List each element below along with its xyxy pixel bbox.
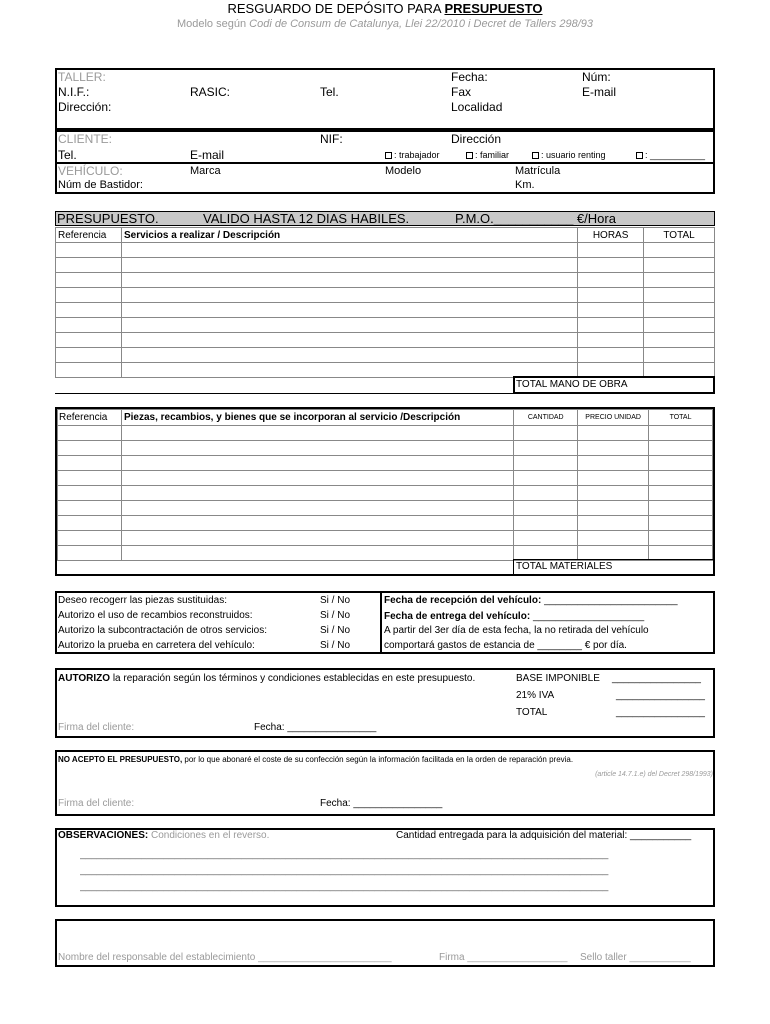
base-imponible-field[interactable]: ________________: [612, 673, 701, 684]
services-col-total: TOTAL: [644, 228, 715, 243]
checkbox-renting[interactable]: [532, 152, 539, 159]
piezas-table: [57, 409, 713, 561]
piezas-col-precio: PRECIO UNIDAD: [578, 410, 649, 426]
table-row[interactable]: [56, 258, 715, 273]
table-row[interactable]: [58, 516, 713, 531]
taller-heading: TALLER:: [58, 70, 106, 84]
vehiculo-heading: VEHÍCULO:: [58, 164, 123, 178]
piezas-header-row: [58, 410, 713, 426]
fecha-entrega-field[interactable]: ____________________: [532, 611, 645, 622]
table-row[interactable]: [58, 456, 713, 471]
title-emphasis: PRESUPUESTO: [444, 1, 543, 16]
services-bottom-line: [55, 393, 515, 394]
fecha-recepcion-row: [384, 595, 678, 606]
table-row[interactable]: [58, 441, 713, 456]
opcion-recoger-si-no[interactable]: Si / No: [320, 595, 351, 606]
cliente-email-label: E-mail: [190, 148, 225, 162]
option-trabajador-label: : trabajador: [394, 150, 440, 160]
iva-field[interactable]: ________________: [616, 690, 705, 701]
vehiculo-km-label: Km.: [515, 179, 535, 191]
fecha-entrega-label: Fecha de entrega del vehículo:: [384, 611, 531, 622]
opcion-subcontratacion-si-no[interactable]: Si / No: [320, 625, 351, 636]
vehiculo-bastidor-label: Núm de Bastidor:: [58, 179, 143, 191]
vehiculo-matricula-label: Matrícula: [515, 165, 561, 177]
total-mano-obra-label: TOTAL MANO DE OBRA: [516, 379, 628, 390]
cliente-tel-label: Tel.: [58, 148, 77, 162]
option-familiar-label: : familiar: [475, 150, 510, 160]
table-row[interactable]: [56, 333, 715, 348]
table-row[interactable]: [56, 348, 715, 363]
opcion-recoger-label: Deseo recogerr las piezas sustituidas:: [58, 595, 227, 606]
total-materiales-top-line: [513, 559, 715, 560]
no-acepto-firma-label: Firma del cliente:: [58, 798, 135, 809]
taller-box: [55, 68, 715, 130]
responsable-field[interactable]: Nombre del responsable del establecimiento ________________________: [58, 952, 392, 963]
base-imponible-label: BASE IMPONIBLE: [516, 673, 600, 684]
taller-fecha-label: Fecha:: [451, 70, 488, 84]
table-row[interactable]: [56, 273, 715, 288]
taller-fax-label: Fax: [451, 85, 472, 99]
option-renting-label: : usuario renting: [541, 150, 606, 160]
sello-field[interactable]: Sello taller ___________: [580, 952, 691, 963]
services-table: [55, 227, 715, 378]
opcion-reconstruidos-label: Autorizo el uso de recambios reconstruidos:: [58, 610, 253, 621]
opciones-divider: [380, 591, 382, 654]
presupuesto-title: PRESUPUESTO.: [57, 211, 159, 226]
subtitle-legal-reference: Codi de Consum de Catalunya, Llei 22/2010 i Decret de Tallers 298/93: [249, 18, 594, 30]
total-field[interactable]: ________________: [616, 707, 705, 718]
table-row[interactable]: [58, 486, 713, 501]
option-other[interactable]: [636, 150, 705, 160]
taller-email-label: E-mail: [582, 85, 617, 99]
observaciones-line-3[interactable]: _______________________________________________________________________________________________: [80, 881, 609, 892]
piezas-col-total: TOTAL: [649, 410, 713, 426]
option-renting[interactable]: [532, 150, 606, 160]
table-row[interactable]: [58, 471, 713, 486]
checkbox-familiar[interactable]: [466, 152, 473, 159]
table-row[interactable]: [56, 318, 715, 333]
total-materiales-label: TOTAL MATERIALES: [516, 561, 613, 572]
page-title: [0, 1, 770, 16]
autorizo-text: la reparación según los términos y condiciones establecidas en este presupuesto.: [110, 673, 476, 684]
vehiculo-marca-label: Marca: [190, 165, 221, 177]
taller-num-label: Núm:: [582, 70, 611, 84]
autorizo-fecha-field[interactable]: Fecha: ________________: [254, 722, 377, 733]
option-familiar[interactable]: [466, 150, 509, 160]
cliente-nif-label: NIF:: [320, 132, 343, 146]
services-header-row: [56, 228, 715, 243]
cliente-direccion-label: Dirección: [451, 132, 502, 146]
taller-direccion-label: Dirección:: [58, 100, 112, 114]
table-row[interactable]: [56, 243, 715, 258]
checkbox-other[interactable]: [636, 152, 643, 159]
opcion-reconstruidos-si-no[interactable]: Si / No: [320, 610, 351, 621]
fecha-recepcion-field[interactable]: ________________________: [544, 595, 678, 606]
option-trabajador[interactable]: [385, 150, 440, 160]
checkbox-trabajador[interactable]: [385, 152, 392, 159]
taller-rasic-label: RASIC:: [190, 85, 231, 99]
taller-nif-label: N.I.F.:: [58, 85, 90, 99]
table-row[interactable]: [58, 531, 713, 546]
autorizo-firma-label: Firma del cliente:: [58, 722, 135, 733]
table-row[interactable]: [56, 303, 715, 318]
observaciones-note: Condiciones en el reverso.: [148, 830, 270, 841]
piezas-col-ref: Referencia: [58, 410, 122, 426]
autorizo-statement: [58, 673, 475, 684]
autorizo-keyword: AUTORIZO: [58, 673, 111, 684]
table-row[interactable]: [58, 501, 713, 516]
total-label: TOTAL: [516, 707, 548, 718]
no-acepto-text: por lo que abonaré el coste de su confección según la información facilitada en la orden de reparación previa.: [182, 755, 574, 764]
observaciones-label: OBSERVACIONES:: [58, 830, 149, 841]
no-acepto-fecha-field[interactable]: Fecha: ________________: [320, 798, 443, 809]
opcion-prueba-label: Autorizo la prueba en carretera del vehículo:: [58, 640, 255, 651]
subtitle-prefix: Modelo según: [176, 18, 250, 30]
presupuesto-validity: VALIDO HASTA 12 DIAS HABILES.: [203, 211, 410, 226]
table-row[interactable]: [56, 288, 715, 303]
no-acepto-keyword: NO ACEPTO EL PRESUPUESTO,: [58, 755, 183, 764]
fecha-entrega-row: [384, 611, 644, 622]
page-subtitle: [0, 18, 770, 30]
piezas-col-desc: Piezas, recambios, y bienes que se incorporan al servicio /Descripción: [121, 410, 513, 426]
title-prefix: RESGUARDO DE DEPÓSITO PARA: [227, 1, 445, 16]
cantidad-entregada-field[interactable]: Cantidad entregada para la adquisición del material: ___________: [396, 830, 692, 841]
services-col-ref: Referencia: [56, 228, 122, 243]
opcion-subcontratacion-label: Autorizo la subcontractación de otros servicios:: [58, 625, 267, 636]
observaciones-line-1[interactable]: _______________________________________________________________________________________________: [80, 849, 609, 860]
estancia-nota-1: A partir del 3er día de esta fecha, la no retirada del vehículo: [384, 625, 649, 636]
no-acepto-article: (article 14.7.1.e) del Decret 298/1993): [595, 771, 713, 778]
firma-field[interactable]: Firma __________________: [439, 952, 568, 963]
no-acepto-statement: [58, 755, 573, 764]
taller-localidad-label: Localidad: [451, 100, 503, 114]
table-row[interactable]: [58, 426, 713, 441]
presupuesto-pmo: P.M.O.___________ €/Hora: [455, 211, 616, 226]
iva-label: 21% IVA: [516, 690, 555, 701]
piezas-col-cantidad: CANTIDAD: [514, 410, 578, 426]
opcion-prueba-si-no[interactable]: Si / No: [320, 640, 351, 651]
cliente-vehiculo-divider: [55, 162, 715, 164]
observaciones-line-2[interactable]: _______________________________________________________________________________________________: [80, 865, 609, 876]
estancia-nota-2: comportará gastos de estancia de ________ € por día.: [384, 640, 627, 651]
total-materiales-left-line: [513, 559, 514, 576]
cliente-heading: CLIENTE:: [58, 132, 113, 146]
services-col-desc: Servicios a realizar / Descripción: [121, 228, 577, 243]
taller-tel-label: Tel.: [320, 85, 339, 99]
services-col-horas: HORAS: [578, 228, 644, 243]
vehiculo-modelo-label: Modelo: [385, 165, 422, 177]
fecha-recepcion-label: Fecha de recepción del vehículo:: [384, 595, 542, 606]
option-other-label: : ___________: [645, 150, 706, 160]
observaciones-heading: [58, 830, 269, 841]
